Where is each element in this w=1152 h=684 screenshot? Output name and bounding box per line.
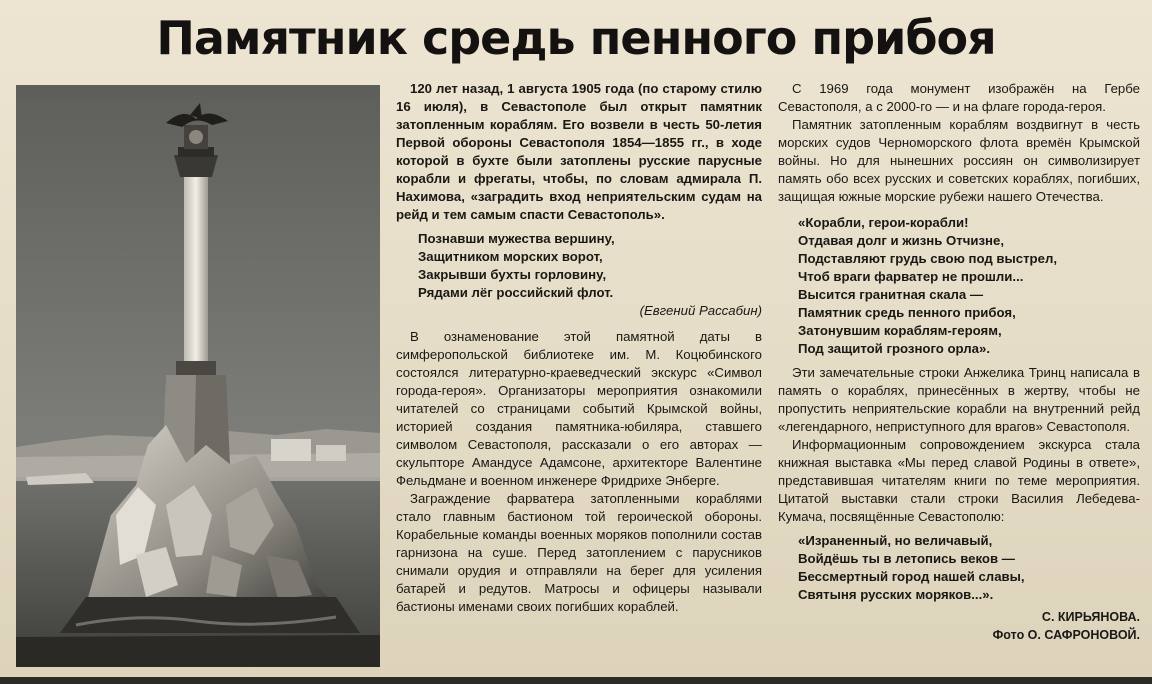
poem-rassabin	[418, 230, 762, 302]
poem-line: Памятник средь пенного прибоя,	[798, 305, 1016, 320]
poem-line: Войдёшь ты в летопись веков —	[798, 551, 1015, 566]
poem-line: Подставляют грудь свою под выстрел,	[798, 251, 1057, 266]
poem-line: Высится гранитная скала —	[798, 287, 984, 302]
poem-lebedev-kumach	[798, 532, 1140, 604]
poem-line: Чтоб враги фарватер не прошли...	[798, 269, 1024, 284]
column-1	[396, 80, 762, 616]
poem-author: (Евгений Рассабин)	[639, 303, 762, 318]
poem-line: Отдавая долг и жизнь Отчизне,	[798, 233, 1005, 248]
body-paragraph: Заграждение фарватера затопленными кораблями стало главным бастионом той героической обороны. Корабельные команды военных моряков пополнили состав гарнизона на суше. Перед затоплением с парусников снимали орудия и отправляли на берег для усиления батарей и редутов. Матросы и офицеры называли бастионы именами своих погибших кораблей.	[396, 491, 762, 614]
poem-line: Затонувшим кораблям-героям,	[798, 323, 1002, 338]
poem-line: Закрывши бухты горловину,	[418, 267, 607, 282]
poem-line: Познавши мужества вершину,	[418, 231, 615, 246]
monument-photo	[16, 85, 380, 667]
lead-paragraph: 120 лет назад, 1 августа 1905 года (по старому стилю 16 июля), в Севастополе был открыт памятник затопленным кораблям. Его возвели в честь 50-летия Первой обороны Севастополя 1854—1855 гг., в ходе которой в бухте были затоплены русские парусные корабли и фрегаты, чтобы, по словам адмирала П. Нахимова, «заградить вход неприятельским судам на рейд и тем самым спасти Севастополь».	[396, 81, 762, 222]
poem-line: «Корабли, герои-корабли!	[798, 215, 969, 230]
poem-line: Бессмертный город нашей славы,	[798, 569, 1025, 584]
body-paragraph: Эти замечательные строки Анжелика Тринц написала в память о кораблях, принесённых в жертву, чтобы не пропустить неприятельские корабли на внутренний рейд «легендарного, неприступного для врагов» Севастополя.	[778, 365, 1140, 434]
body-paragraph: Информационным сопровождением экскурса стала книжная выставка «Мы перед славой Родины в ответе», представившая читателям книги по теме мероприятия. Цитатой выставки стали строки Василия Лебедева-Кумача, посвящённые Севастополю:	[778, 437, 1140, 524]
author-signature: С. КИРЬЯНОВА.	[1041, 610, 1140, 624]
column-2	[778, 80, 1140, 644]
poem-line: Рядами лёг российский флот.	[418, 285, 614, 300]
page-edge	[0, 677, 1152, 684]
headline: Памятник средь пенного прибоя	[156, 11, 996, 65]
photo-credit: Фото О. САФРОНОВОЙ.	[992, 628, 1140, 642]
poem-line: «Израненный, но величавый,	[798, 533, 993, 548]
poem-trinz	[798, 214, 1140, 358]
poem-line: Под защитой грозного орла».	[798, 341, 990, 356]
body-paragraph: В ознаменование этой памятной даты в симферопольской библиотеке им. М. Коцюбинского состоялся литературно-краеведческий экскурс «Символ города-героя». Организаторы мероприятия ознакомили читателей со страницами событий Крымской войны, историей создания памятника-юбиляра, ставшего символом Севастополя, рассказали о его авторах — скульпторе Амандусе Адамсоне, архитекторе Валентине Фельдмане и военном инженере Фридрихе Энберге.	[396, 329, 762, 488]
poem-line: Святыня русских моряков...».	[798, 587, 994, 602]
body-paragraph: Памятник затопленным кораблям воздвигнут в честь морских судов Черноморского флота времён Крымской войны. Но для нынешних россиян он символизирует память обо всех русских и советских кораблях, погибших, защищая южные морские рубежи нашего Отечества.	[778, 117, 1140, 204]
body-paragraph: С 1969 года монумент изображён на Гербе Севастополя, а с 2000-го — и на флаге города-героя.	[778, 81, 1140, 114]
poem-line: Защитником морских ворот,	[418, 249, 603, 264]
